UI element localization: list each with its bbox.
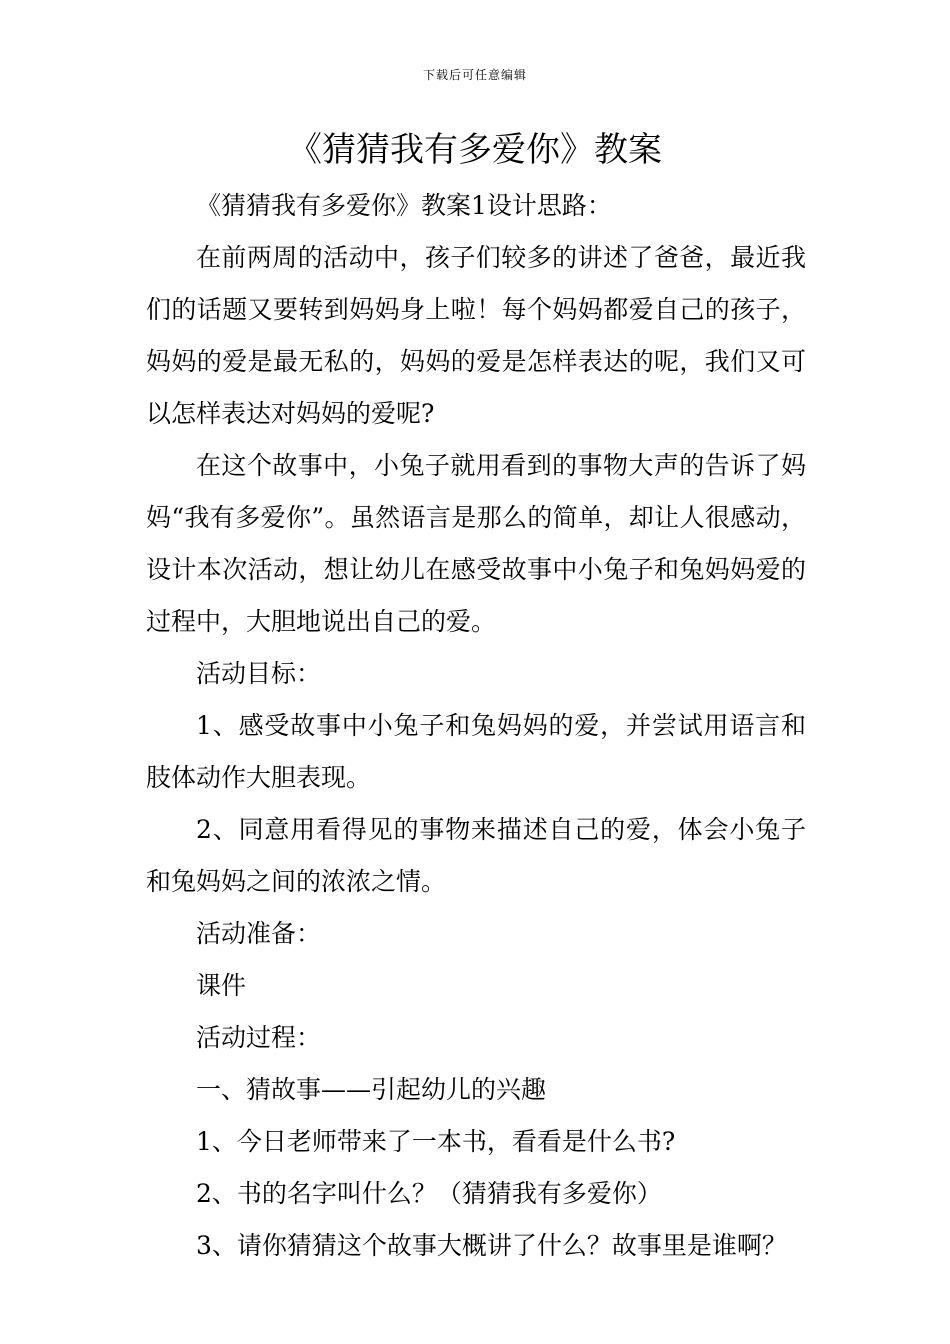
preparation-item: 课件	[196, 971, 247, 1000]
goal-item-2: 2、同意用看得见的事物来描述自己的爱，体会小兔子和兔妈妈之间的浓浓之情。	[146, 815, 806, 896]
process-section-1: 一、猜故事——引起幼儿的兴趣	[196, 1075, 547, 1104]
paragraph-intro: 《猜猜我有多爱你》教案1设计思路：	[196, 191, 612, 220]
heading-process: 活动过程：	[196, 1023, 322, 1052]
goal-item-1: 1、感受故事中小兔子和兔妈妈的爱，并尝试用语言和肢体动作大胆表现。	[146, 711, 806, 792]
document-body	[146, 180, 806, 1272]
paragraph-design-1: 在前两周的活动中，孩子们较多的讲述了爸爸，最近我们的话题又要转到妈妈身上啦！每个妈妈都爱自己的孩子，妈妈的爱是最无私的，妈妈的爱是怎样表达的呢，我们又可以怎样表达对妈妈的爱呢?	[146, 243, 806, 428]
heading-goals: 活动目标：	[196, 659, 322, 688]
document-title: 《猜猜我有多爱你》教案	[288, 130, 662, 170]
process-step-2: 2、书的名字叫什么？（猜猜我有多爱你）	[196, 1179, 662, 1208]
heading-preparation: 活动准备：	[196, 919, 322, 948]
process-step-3: 3、请你猜猜这个故事大概讲了什么？故事里是谁啊？	[196, 1231, 787, 1260]
header-note: 下载后可任意编辑	[422, 68, 527, 82]
process-step-1: 1、今日老师带来了一本书，看看是什么书?	[196, 1127, 676, 1156]
paragraph-design-2: 在这个故事中，小兔子就用看到的事物大声的告诉了妈妈“我有多爱你”。虽然语言是那么的简单，却让人很感动，设计本次活动，想让幼儿在感受故事中小兔子和兔妈妈爱的过程中，大胆地说出自己的爱。	[146, 451, 806, 636]
